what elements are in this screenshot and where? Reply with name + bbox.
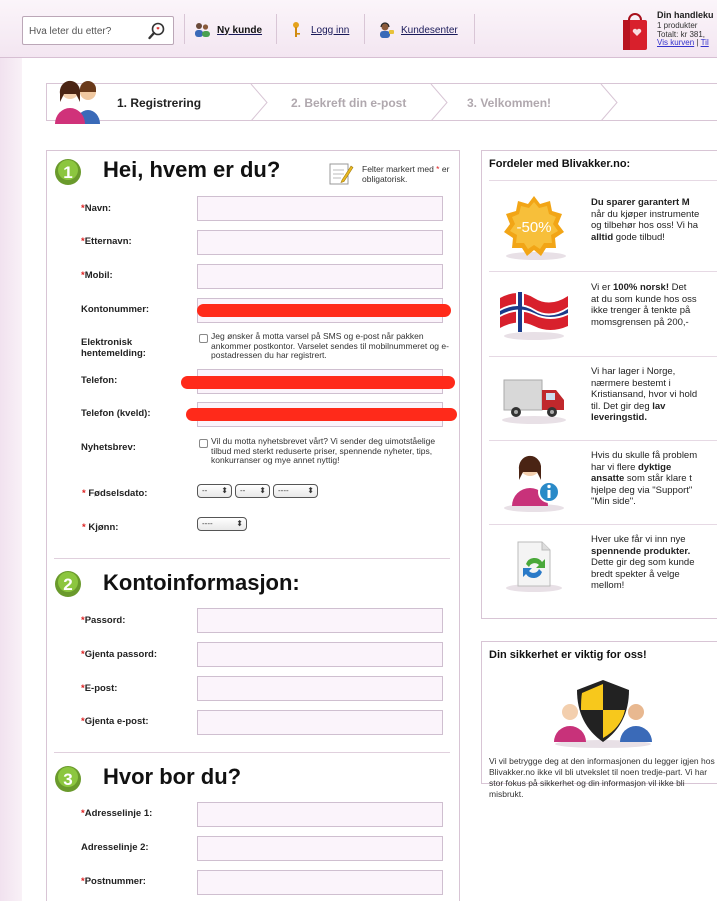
benefit-products-text: Hver uke får vi inn nye spennende produkter. Dette gir deg som kunde bredt spekter å velge mellom! — [591, 534, 695, 591]
page-side-background — [0, 58, 22, 901]
label-e-hentemelding: Elektronisk hentemelding: — [81, 337, 146, 359]
step-chevron-icon — [430, 84, 448, 121]
security-text: Vi vil betrygge deg at den informasjonen du legger igjen hos Blivakker.no ikke vil bli utvekslet til noen tredje-part. Vi har stor fokus på sikkerhet og din informasjon vil ikke bli misbrukt. — [489, 756, 715, 799]
svg-text:3: 3 — [63, 770, 73, 789]
nav-separator — [474, 14, 475, 44]
address-line-2-field[interactable] — [197, 836, 443, 861]
redaction-mark — [197, 304, 451, 317]
redaction-mark — [186, 408, 457, 421]
security-title: Din sikkerhet er viktig for oss! — [489, 649, 647, 661]
postal-code-field[interactable] — [197, 870, 443, 895]
step-confirm-email: 2. Bekreft din e-post — [291, 96, 407, 110]
required-fields-note: Felter markert med * er obligatorisk. — [362, 164, 450, 184]
birth-month-select[interactable]: -- ⬍ — [235, 484, 270, 498]
norwegian-flag-icon — [494, 276, 574, 346]
repeat-password-field[interactable] — [197, 642, 443, 667]
svg-text:1: 1 — [63, 163, 73, 182]
benefit-price-text: Du sparer garantert M når du kjøper instrumente og tilbehør hos oss! Vi ha alltid gode tilbud! — [591, 197, 700, 243]
last-name-field[interactable] — [197, 230, 443, 255]
newsletter-option: Vil du motta nyhetsbrevet vårt? Vi sender deg uimotståelige tilbud med sterkt reduserte priser, spennende nyheter, tips, konkurranser og mye annet nyttig! — [199, 437, 451, 466]
magnifier-icon[interactable] — [147, 21, 167, 41]
step-chevron-icon — [600, 84, 618, 121]
number-two-icon — [54, 570, 82, 598]
section-title-personal: Hei, hvem er du? — [103, 157, 281, 182]
benefits-title: Fordeler med Blivakker.no: — [489, 158, 631, 170]
svg-text:-50%: -50% — [516, 219, 552, 236]
section-divider — [54, 558, 450, 559]
nav-separator — [276, 14, 277, 44]
benefit-divider — [489, 356, 717, 357]
first-name-field[interactable] — [197, 196, 443, 221]
benefit-support-text: Hvis du skulle få problem har vi flere dyktige ansatte som står klare t hjelpe deg via "Support" "Min side". — [591, 450, 698, 507]
label-passord: *Passord: — [81, 615, 126, 626]
label-adresse2: Adresselinje 2: — [81, 842, 149, 853]
cart-link-separator: | — [696, 38, 699, 47]
users-icon — [193, 21, 211, 39]
support-person-icon — [494, 446, 574, 516]
label-epost: *E-post: — [81, 683, 118, 694]
customer-center-link[interactable]: Kundesenter — [377, 21, 458, 39]
label-gjenta-epost: *Gjenta e-post: — [81, 716, 149, 727]
customer-service-icon — [377, 21, 395, 39]
nav-separator — [364, 14, 365, 44]
key-icon — [287, 21, 305, 39]
redaction-mark — [181, 376, 455, 389]
birth-year-select[interactable]: ---- ⬍ — [273, 484, 318, 498]
new-customer-link[interactable]: Ny kunde — [193, 21, 262, 39]
section-title-address: Hvor bor du? — [103, 764, 242, 789]
mobile-field[interactable] — [197, 264, 443, 289]
benefit-norwegian-text: Vi er 100% norsk! Det at du som kunde hos oss ikke trenger å tenkte på momsgrensen på 200,- — [591, 282, 697, 328]
step-chevron-icon — [250, 84, 268, 121]
sms-notice-option: Jeg ønsker å motta varsel på SMS og e-post når pakken ankommer postkontor. Varselet sendes til mobilnummeret og e-postadressen du har registrert. — [199, 332, 451, 361]
password-field[interactable] — [197, 608, 443, 633]
section-divider — [54, 752, 450, 753]
label-mobil: *Mobil: — [81, 270, 113, 281]
benefit-divider — [489, 524, 717, 525]
step-registration: 1. Registrering — [117, 96, 202, 110]
users-icon — [50, 74, 106, 126]
newsletter-checkbox[interactable] — [199, 439, 208, 448]
search-box — [22, 16, 174, 45]
search-input[interactable] — [29, 23, 141, 39]
cart-total: Totalt: kr 381, — [657, 30, 706, 39]
label-kontonummer: Kontonummer: — [81, 304, 150, 315]
checkout-link[interactable]: Til — [700, 38, 709, 47]
address-line-1-field[interactable] — [197, 802, 443, 827]
label-telefon-kveld: Telefon (kveld): — [81, 408, 151, 419]
shopping-bag-icon[interactable] — [621, 10, 649, 52]
view-cart-link[interactable]: Vis kurven — [657, 38, 695, 47]
discount-badge-icon — [494, 192, 574, 262]
sms-notice-checkbox[interactable] — [199, 334, 208, 343]
step-welcome: 3. Velkommen! — [467, 96, 552, 110]
section-title-account: Kontoinformasjon: — [103, 570, 300, 595]
nav-separator — [184, 14, 185, 44]
benefit-delivery-text: Vi har lager i Norge, nærmere bestemt i Kristiansand, hvor vi hold til. Det gir deg lav leveringstid. — [591, 366, 698, 423]
label-navn: *Navn: — [81, 203, 112, 214]
gender-select[interactable]: ---- ⬍ — [197, 517, 247, 531]
label-fodselsdato: * Fødselsdato: — [82, 488, 148, 499]
benefit-divider — [489, 180, 717, 181]
number-three-icon — [54, 765, 82, 793]
security-shield-icon — [548, 676, 658, 748]
cart-product-count: 1 produkter — [657, 21, 698, 30]
label-kjonn: * Kjønn: — [82, 522, 119, 533]
cart-links — [657, 38, 709, 47]
birth-day-select[interactable]: -- ⬍ — [197, 484, 232, 498]
label-adresse1: *Adresselinje 1: — [81, 808, 153, 819]
cart-title: Din handleku — [657, 10, 714, 20]
email-field[interactable] — [197, 676, 443, 701]
benefit-divider — [489, 271, 717, 272]
delivery-truck-icon — [494, 364, 574, 434]
label-gjenta-passord: *Gjenta passord: — [81, 649, 158, 660]
note-pencil-icon — [328, 160, 354, 186]
svg-text:2: 2 — [63, 575, 73, 594]
number-one-icon — [54, 158, 82, 186]
new-products-icon — [494, 532, 574, 602]
benefit-divider — [489, 440, 717, 441]
label-nyhetsbrev: Nyhetsbrev: — [81, 442, 136, 453]
label-postnummer: *Postnummer: — [81, 876, 146, 887]
login-link[interactable]: Logg inn — [287, 21, 349, 39]
label-telefon: Telefon: — [81, 375, 118, 386]
repeat-email-field[interactable] — [197, 710, 443, 735]
label-etternavn: *Etternavn: — [81, 236, 132, 247]
